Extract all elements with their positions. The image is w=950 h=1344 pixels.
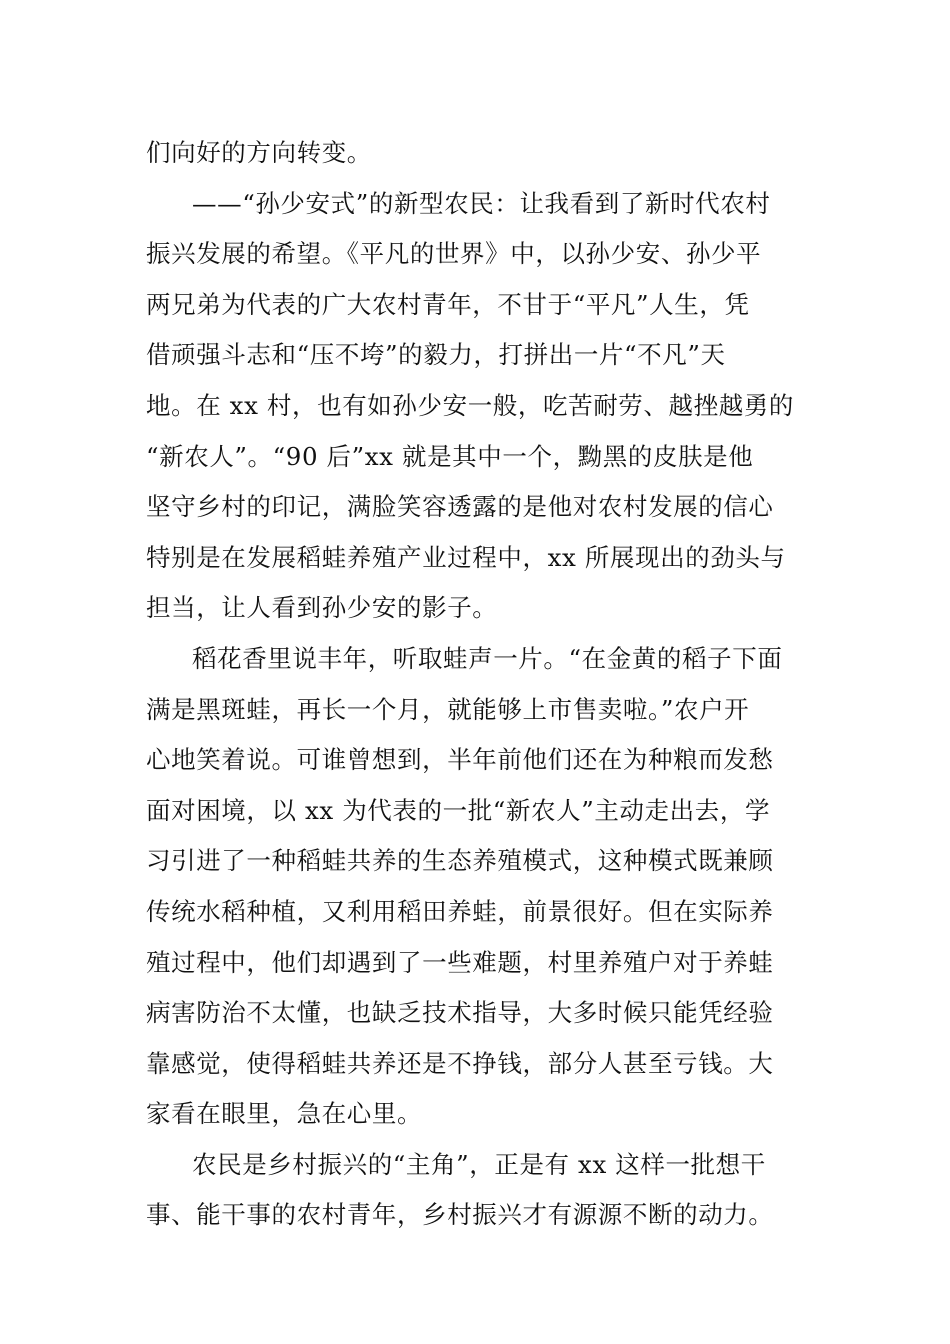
text-line: 稻花香里说丰年，听取蛙声一片。“在金黄的稻子下面 [192,643,783,673]
text-line: 病害防治不太懂，也缺乏技术指导，大多时候只能凭经验 [146,998,774,1028]
text-line: 振兴发展的希望。《平凡的世界》中，以孙少安、孙少平 [146,239,762,269]
text-line: 靠感觉，使得稻蛙共养还是不挣钱，部分人甚至亏钱。大 [146,1048,774,1078]
text-line: 们向好的方向转变。 [146,138,372,167]
text-line: ——“孙少安式”的新型农民：让我看到了新时代农村 [192,188,771,218]
document-body [146,128,814,1241]
text-line: 殖过程中，他们却遇到了一些难题，村里养殖户对于养蛙 [146,947,774,977]
text-line: 担当，让人看到孙少安的影子。 [146,593,498,623]
text-line: 习引进了一种稻蛙共养的生态养殖模式，这种模式既兼顾 [146,846,774,876]
text-line: 农民是乡村振兴的“主角”，正是有 xx 这样一批想干 [192,1149,766,1179]
text-line: 两兄弟为代表的广大农村青年，不甘于“平凡”人生，凭 [146,289,750,319]
text-line: 面对困境，以 xx 为代表的一批“新农人”主动走出去，学 [146,795,771,825]
text-line: 地。在 xx 村，也有如孙少安一般，吃苦耐劳、越挫越勇的 [146,390,795,420]
text-line: 坚守乡村的印记，满脸笑容透露的是他对农村发展的信心 [146,492,774,522]
text-line: 事、能干事的农村青年，乡村振兴才有源源不断的动力。 [146,1200,774,1230]
text-line: 借顽强斗志和“压不垮”的毅力，打拼出一片“不凡”天 [146,340,726,370]
text-line: 传统水稻种植，又利用稻田养蛙，前景很好。但在实际养 [146,896,774,926]
text-line: 心地笑着说。可谁曾想到，半年前他们还在为种粮而发愁 [146,745,774,775]
text-line: 特别是在发展稻蛙养殖产业过程中，xx 所展现出的劲头与 [146,542,786,572]
text-line: 满是黑斑蛙，再长一个月，就能够上市售卖啦。”农户开 [146,694,750,724]
text-line: 家看在眼里，急在心里。 [146,1099,423,1129]
text-line: “新农人”。“90 后”xx 就是其中一个，黝黑的皮肤是他 [146,441,754,471]
